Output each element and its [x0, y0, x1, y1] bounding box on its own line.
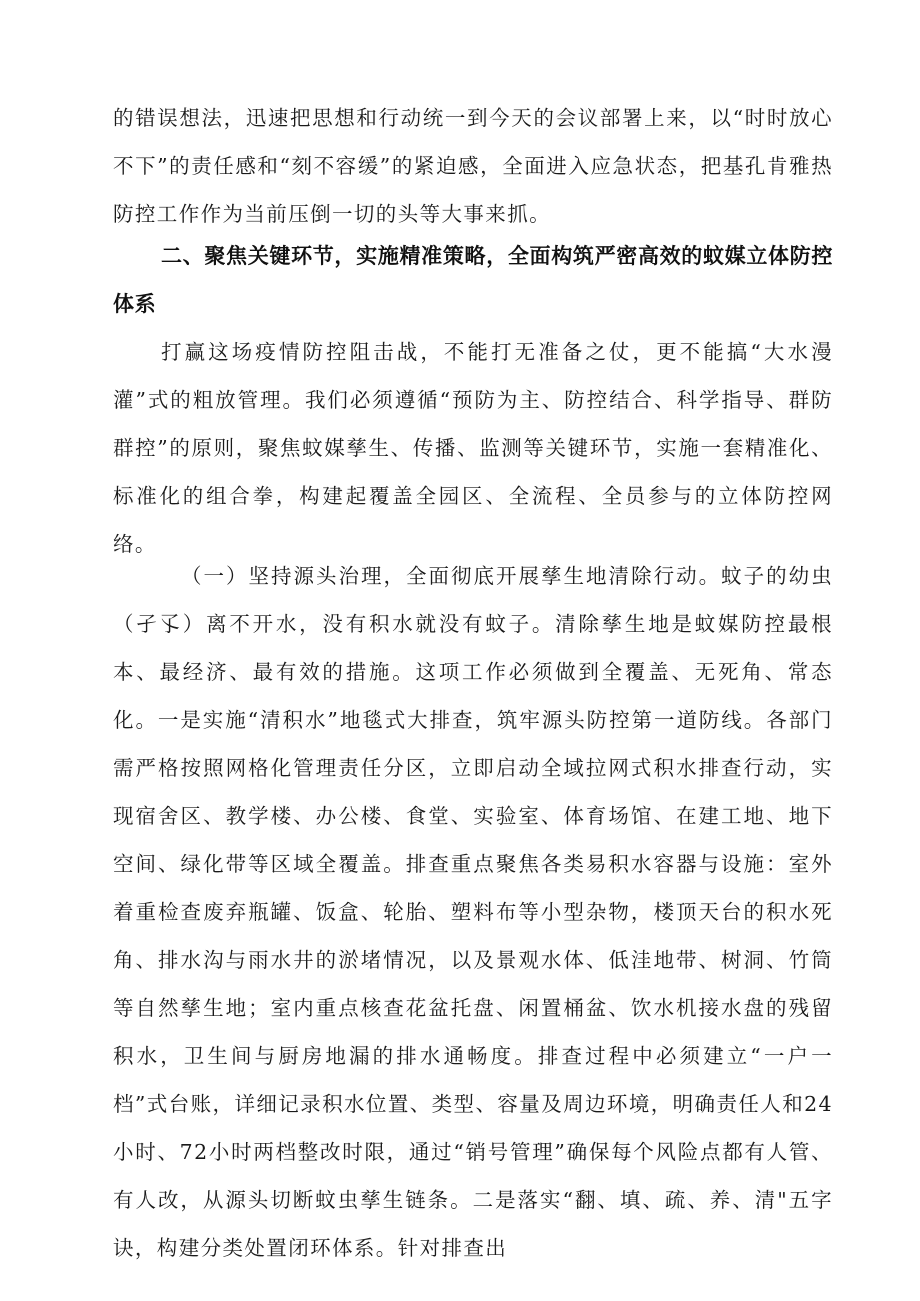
subsection-paragraph: （一）坚持源头治理，全面彻底开展孳生地清除行动。蚊子的幼虫（孑孓）离不开水，没有积水就没有蚊子。清除孳生地是蚊媒防控最根本、最经济、最有效的措施。这项工作必须做到全覆盖、无死角、常态化。一是实施“清积水”地毯式大排查，筑牢源头防控第一道防线。各部门需严格按照网格化管理责任分区，立即启动全域拉网式积水排查行动，实现宿舍区、教学楼、办公楼、食堂、实验室、体育场馆、在建工地、地下空间、绿化带等区域全覆盖。排查重点聚焦各类易积水容器与设施：室外着重检查废弃瓶罐、饭盒、轮胎、塑料布等小型杂物，楼顶天台的积水死角、排水沟与雨水井的淤堵情况，以及景观水体、低洼地带、树洞、竹筒等自然孳生地；室内重点核查花盆托盘、闲置桶盆、饮水机接水盘的残留积水，卫生间与厨房地漏的排水通畅度。排查过程中必须建立“一户一档”式台账，详细记录积水位置、类型、容量及周边环境，明确责任人和24小时、72小时两档整改时限，通过“销号管理”确保每个风险点都有人管、有人改，从源头切断蚊虫孳生链条。二是落实“翻、填、疏、养、清"五字诀，构建分类处置闭环体系。针对排查出	[113, 564, 833, 1260]
intro-paragraph: 打赢这场疫情防控阻击战，不能打无准备之仗，更不能搞“大水漫灌”式的粗放管理。我们必须遵循“预防为主、防控结合、科学指导、群防群控”的原则，聚焦蚊媒孳生、传播、监测等关键环节，实施一套精准化、标准化的组合拳，构建起覆盖全园区、全流程、全员参与的立体防控网络。	[113, 340, 833, 556]
continuation-paragraph: 的错误想法，迅速把思想和行动统一到今天的会议部署上来，以“时时放心不下”的责任感和“刻不容缓”的紧迫感，全面进入应急状态，把基孔肯雅热防控工作作为当前压倒一切的头等大事来抓。	[113, 106, 833, 226]
section-heading: 二、聚焦关键环节，实施精准策略，全面构筑严密高效的蚊媒立体防控体系	[113, 244, 833, 316]
